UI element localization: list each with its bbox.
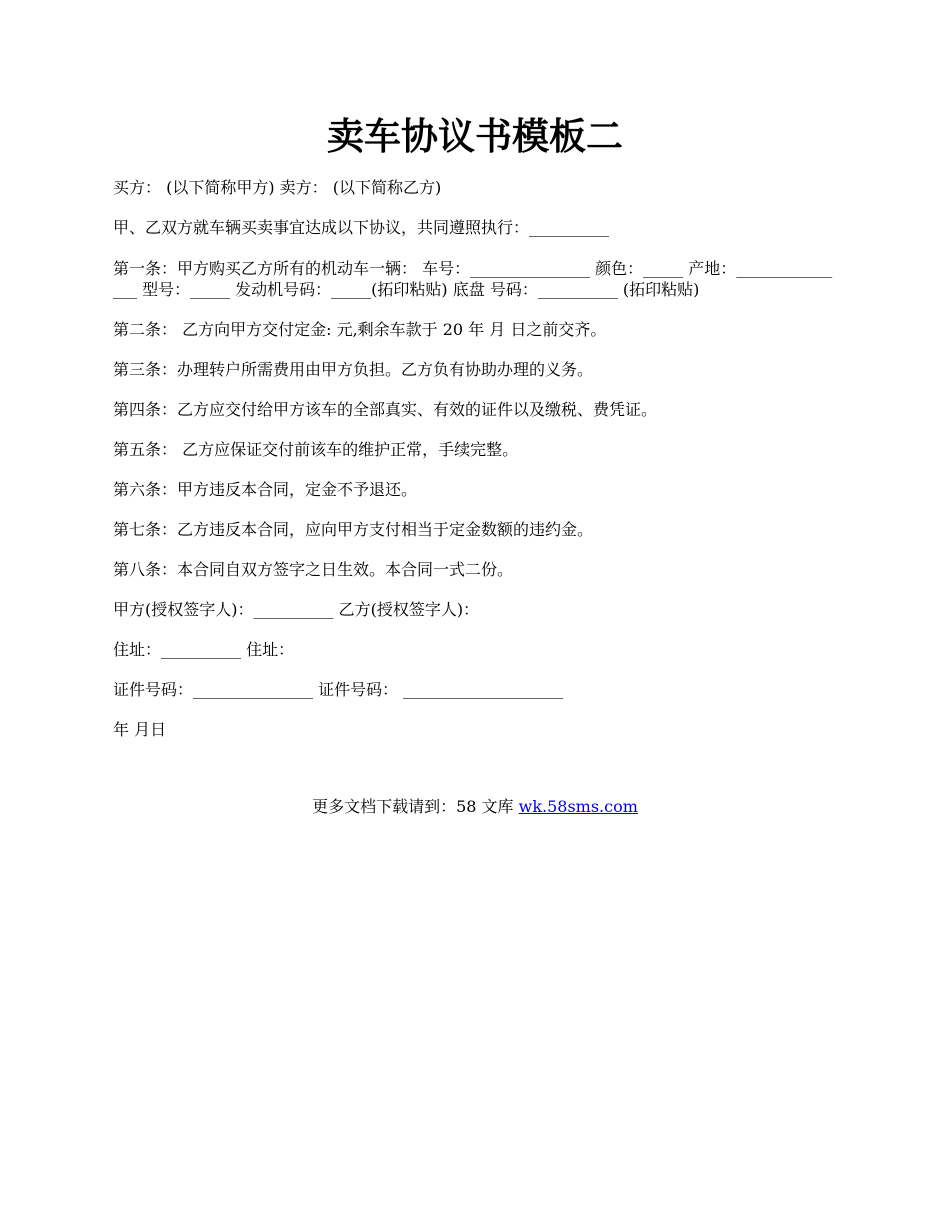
clause-3: 第三条：办理转户所需费用由甲方负担。乙方负有协助办理的义务。 bbox=[113, 360, 594, 379]
parties-line: 买方： (以下简称甲方) 卖方： (以下简称乙方) bbox=[113, 178, 442, 197]
agreement-intro: 甲、乙双方就车辆买卖事宜达成以下协议，共同遵照执行：__________ bbox=[113, 218, 610, 237]
document-title: 卖车协议书模板二 bbox=[327, 114, 623, 158]
signatories-line: 甲方(授权签字人)：__________ 乙方(授权签字人)： bbox=[113, 600, 480, 619]
clause-8: 第八条：本合同自双方签字之日生效。本合同一式二份。 bbox=[113, 560, 514, 579]
download-footer bbox=[0, 796, 950, 818]
clause-4: 第四条：乙方应交付给甲方该车的全部真实、有效的证件以及缴税、费凭证。 bbox=[113, 400, 658, 419]
document-body bbox=[113, 178, 838, 760]
clause-6: 第六条：甲方违反本合同，定金不予退还。 bbox=[113, 480, 418, 499]
clause-2: 第二条： 乙方向甲方交付定金: 元,剩余车款于 20 年 月 日之前交齐。 bbox=[113, 320, 607, 339]
footer-text: 更多文档下载请到：58 文库 bbox=[312, 797, 519, 816]
footer-link[interactable]: wk.58sms.com bbox=[518, 797, 638, 816]
clause-5: 第五条： 乙方应保证交付前该车的维护正常，手续完整。 bbox=[113, 440, 519, 459]
clause-1: 第一条：甲方购买乙方所有的机动车一辆： 车号：_______________ 颜色：_____ 产地：_______________ 型号：_____ 发动机号码：_____(拓印粘贴) 底盘 号码：__________ (拓印粘贴) bbox=[113, 259, 833, 299]
date-line: 年 月日 bbox=[113, 720, 167, 739]
id-number-line: 证件号码：_______________ 证件号码： ____________________ bbox=[113, 680, 564, 699]
clause-7: 第七条：乙方违反本合同，应向甲方支付相当于定金数额的违约金。 bbox=[113, 520, 594, 539]
address-line: 住址：__________ 住址： bbox=[113, 640, 295, 659]
